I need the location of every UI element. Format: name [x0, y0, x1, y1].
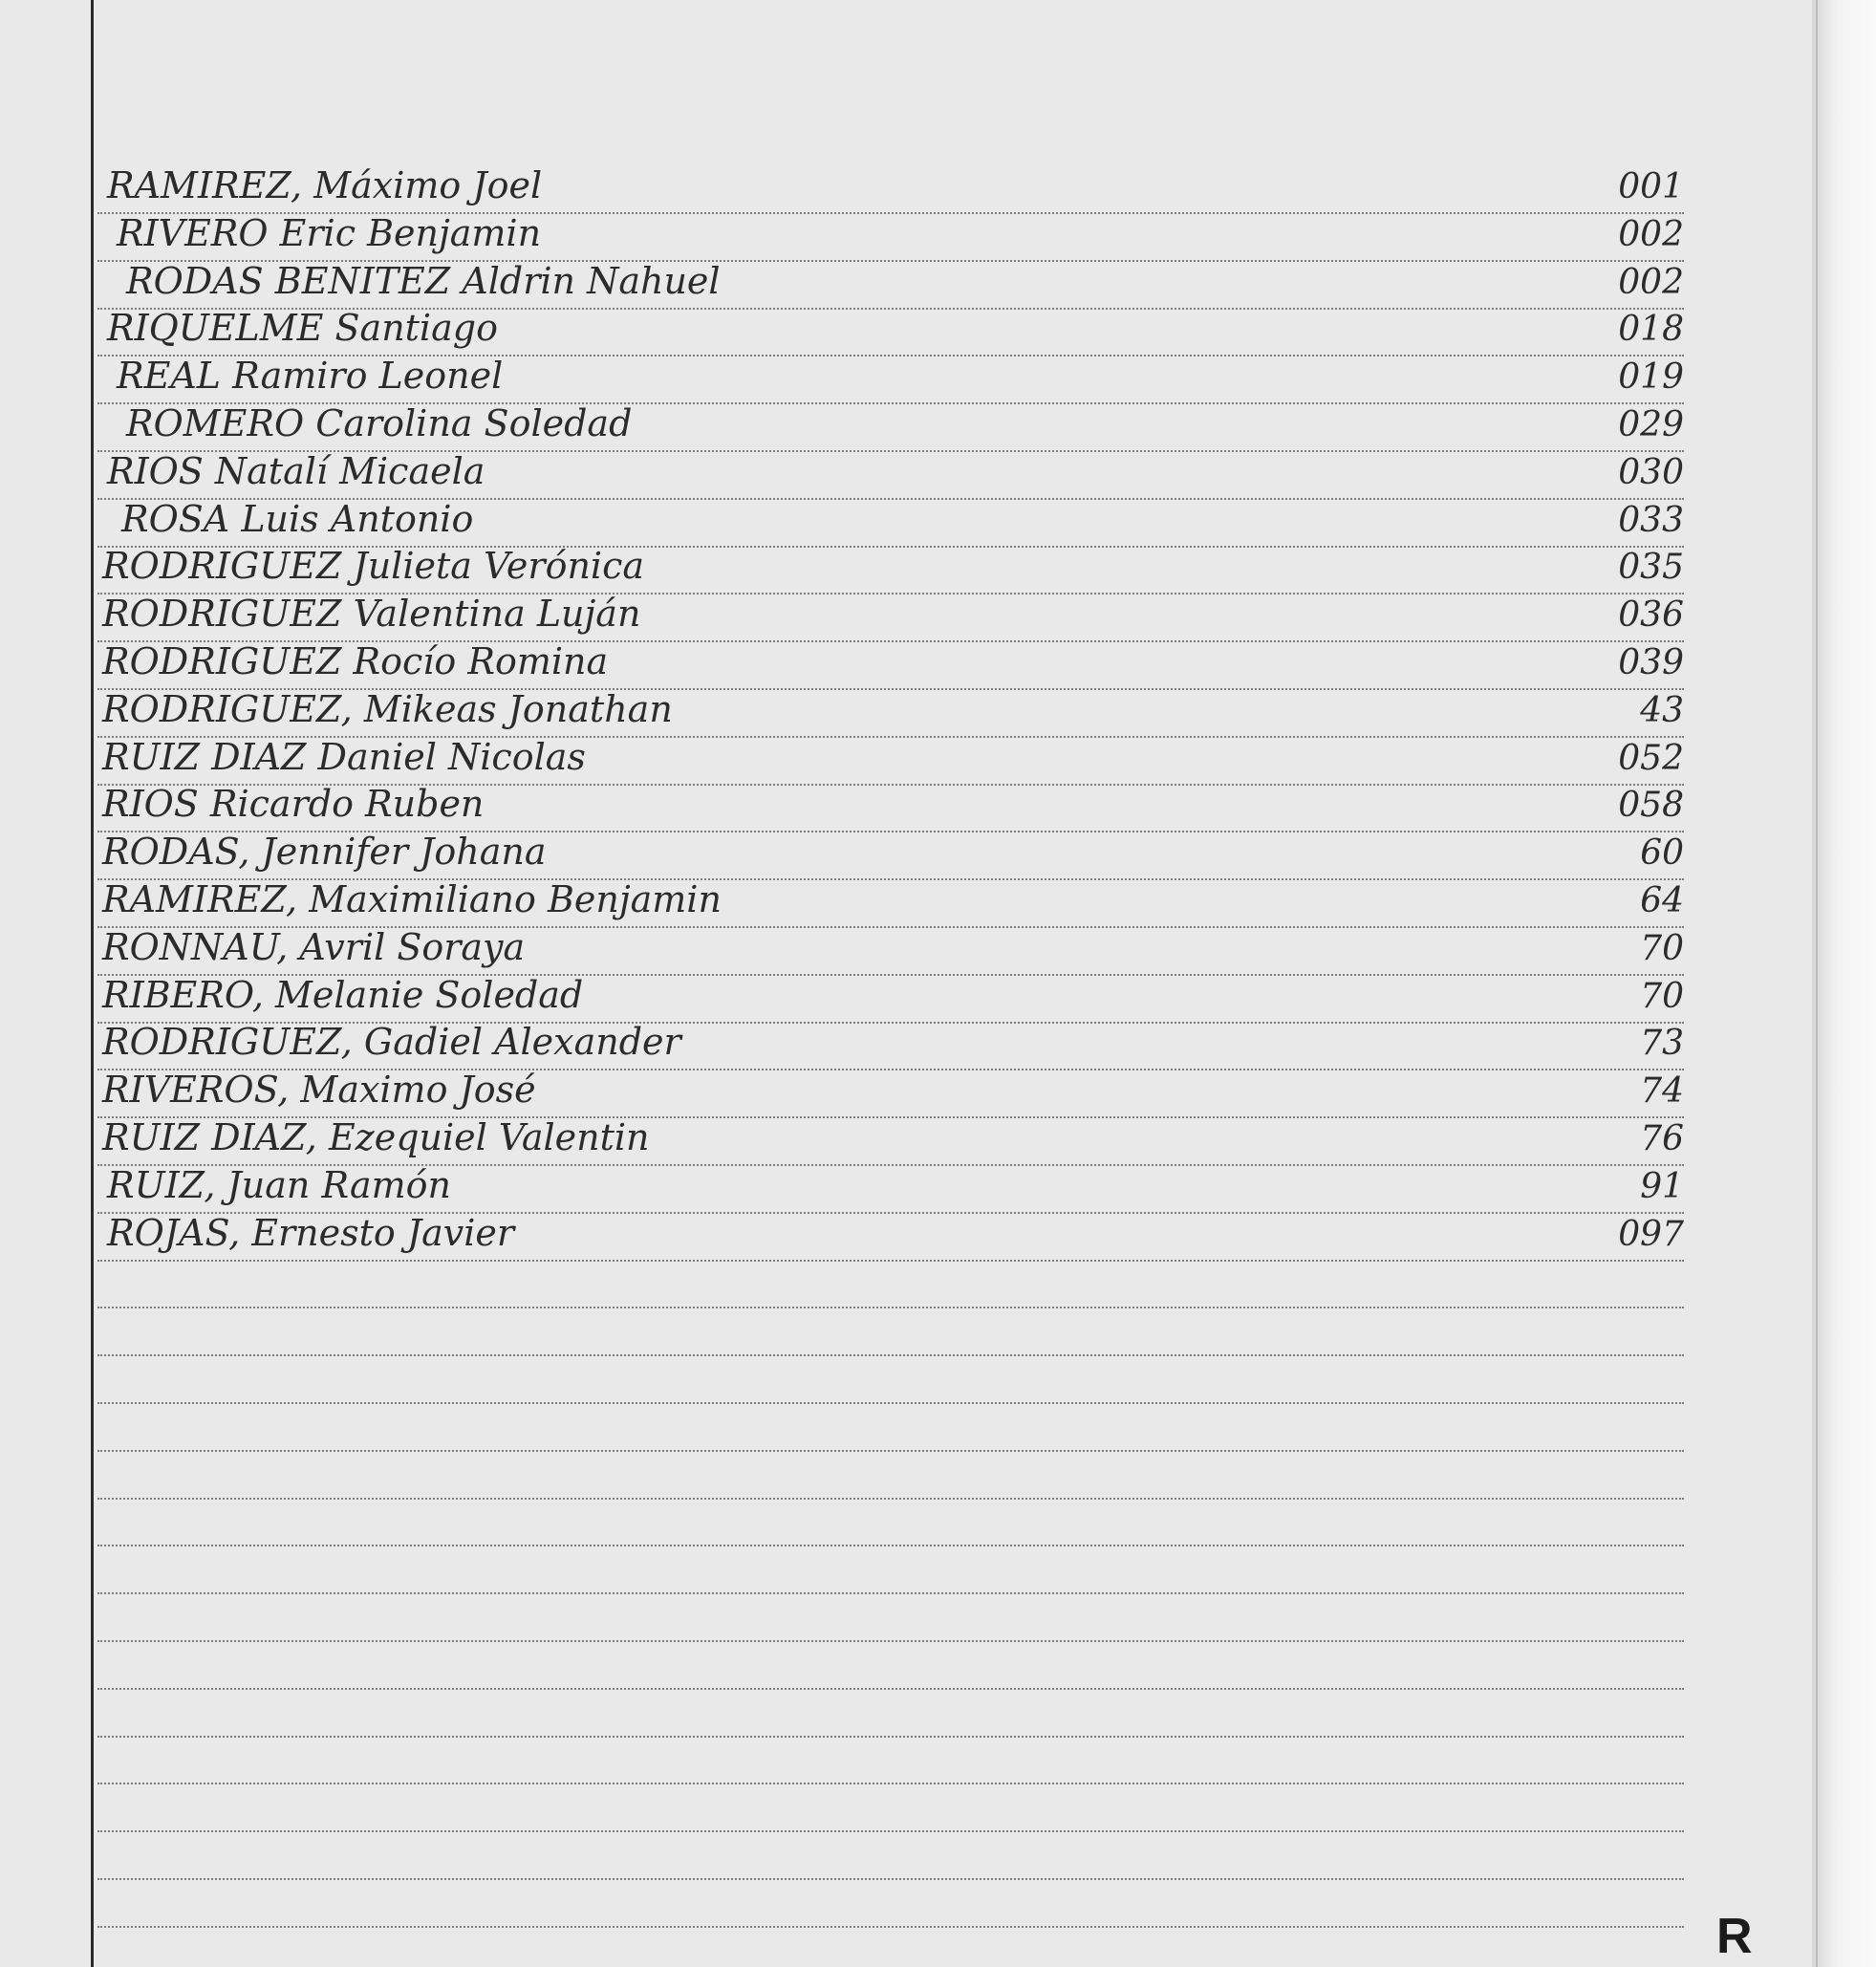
list-item [97, 448, 1684, 498]
student-name: RODRIGUEZ, Gadiel Alexander [102, 1021, 681, 1063]
student-number: 002 [1618, 215, 1684, 254]
student-number: 74 [1640, 1071, 1684, 1111]
student-name: RODAS BENITEZ Aldrin Nahuel [126, 260, 721, 302]
student-name: RODAS, Jennifer Johana [102, 831, 547, 873]
student-name: ROMERO Carolina Soledad [126, 402, 633, 444]
page-margin-line [91, 0, 94, 1967]
list-item [97, 1162, 1684, 1212]
list-item [97, 353, 1684, 402]
ruled-line [97, 1830, 1684, 1832]
ruled-line [97, 1260, 1684, 1262]
student-number: 097 [1618, 1215, 1684, 1254]
student-name: RODRIGUEZ Julieta Verónica [102, 545, 645, 587]
ruled-line [97, 1354, 1684, 1356]
student-number: 030 [1618, 453, 1684, 492]
list-item [97, 972, 1684, 1022]
ruled-line [97, 1592, 1684, 1594]
student-number: 019 [1618, 357, 1684, 397]
student-name: RAMIREZ, Máximo Joel [107, 164, 543, 206]
student-number: 029 [1618, 405, 1684, 444]
list-item [97, 686, 1684, 736]
student-name: RUIZ, Juan Ramón [107, 1164, 451, 1206]
student-name: RIVEROS, Maximo José [102, 1069, 536, 1111]
list-item [97, 162, 1684, 212]
student-number: 76 [1640, 1119, 1684, 1158]
ruled-line [97, 1450, 1684, 1452]
list-item [97, 876, 1684, 926]
list-item [97, 734, 1684, 784]
ruled-line [97, 1736, 1684, 1738]
ruled-line [97, 1878, 1684, 1880]
list-item [97, 829, 1684, 878]
page-right-edge [1812, 0, 1876, 1967]
student-name: RODRIGUEZ Valentina Luján [102, 593, 641, 635]
ruled-line [97, 1402, 1684, 1404]
list-item [97, 543, 1684, 593]
list-item [97, 1114, 1684, 1164]
student-name: RAMIREZ, Maximiliano Benjamin [102, 878, 722, 920]
student-name: ROSA Luis Antonio [121, 498, 474, 540]
student-name: RIOS Ricardo Ruben [102, 783, 485, 825]
student-name: RIBERO, Melanie Soledad [102, 974, 584, 1016]
list-item [97, 496, 1684, 546]
ruled-line [97, 1688, 1684, 1690]
student-name: RIQUELME Santiago [107, 307, 498, 349]
student-name: RODRIGUEZ, Mikeas Jonathan [102, 688, 673, 730]
ruled-line [97, 1640, 1684, 1642]
student-number: 73 [1640, 1024, 1684, 1063]
student-name: ROJAS, Ernesto Javier [107, 1212, 515, 1254]
student-number: 60 [1640, 833, 1684, 873]
student-number: 058 [1618, 786, 1684, 825]
list-item [97, 638, 1684, 688]
student-number: 035 [1618, 548, 1684, 587]
ruled-line [97, 1498, 1684, 1500]
student-number: 43 [1640, 691, 1684, 730]
list-item [97, 1019, 1684, 1069]
student-number: 70 [1640, 929, 1684, 968]
list-item [97, 781, 1684, 831]
index-letter: R [1716, 1909, 1753, 1964]
list-item [97, 591, 1684, 640]
list-item [97, 210, 1684, 260]
list-item [97, 1067, 1684, 1116]
student-number: 018 [1618, 310, 1684, 349]
student-number: 039 [1618, 643, 1684, 682]
list-item [97, 400, 1684, 450]
list-item [97, 305, 1684, 355]
ruled-line [97, 1783, 1684, 1784]
student-number: 002 [1618, 263, 1684, 302]
student-number: 70 [1640, 977, 1684, 1016]
ruled-line [97, 1307, 1684, 1308]
student-name: RODRIGUEZ Rocío Romina [102, 640, 609, 682]
list-item [97, 258, 1684, 308]
page-right-border [1816, 0, 1818, 1967]
student-number: 052 [1618, 739, 1684, 778]
ruled-line [97, 1545, 1684, 1546]
student-number: 91 [1640, 1167, 1684, 1206]
student-name: REAL Ramiro Leonel [117, 355, 504, 397]
student-name: RONNAU, Avril Soraya [102, 926, 526, 968]
student-name: RUIZ DIAZ Daniel Nicolas [102, 736, 586, 778]
student-name: RUIZ DIAZ, Ezequiel Valentin [102, 1116, 650, 1158]
student-number: 033 [1618, 501, 1684, 540]
student-number: 64 [1640, 881, 1684, 920]
list-item [97, 924, 1684, 974]
student-name: RIVERO Eric Benjamin [117, 212, 542, 254]
ruled-line [97, 1926, 1684, 1928]
student-name: RIOS Natalí Micaela [107, 450, 485, 492]
list-item [97, 1210, 1684, 1260]
student-number: 036 [1618, 595, 1684, 635]
student-number: 001 [1618, 167, 1684, 206]
